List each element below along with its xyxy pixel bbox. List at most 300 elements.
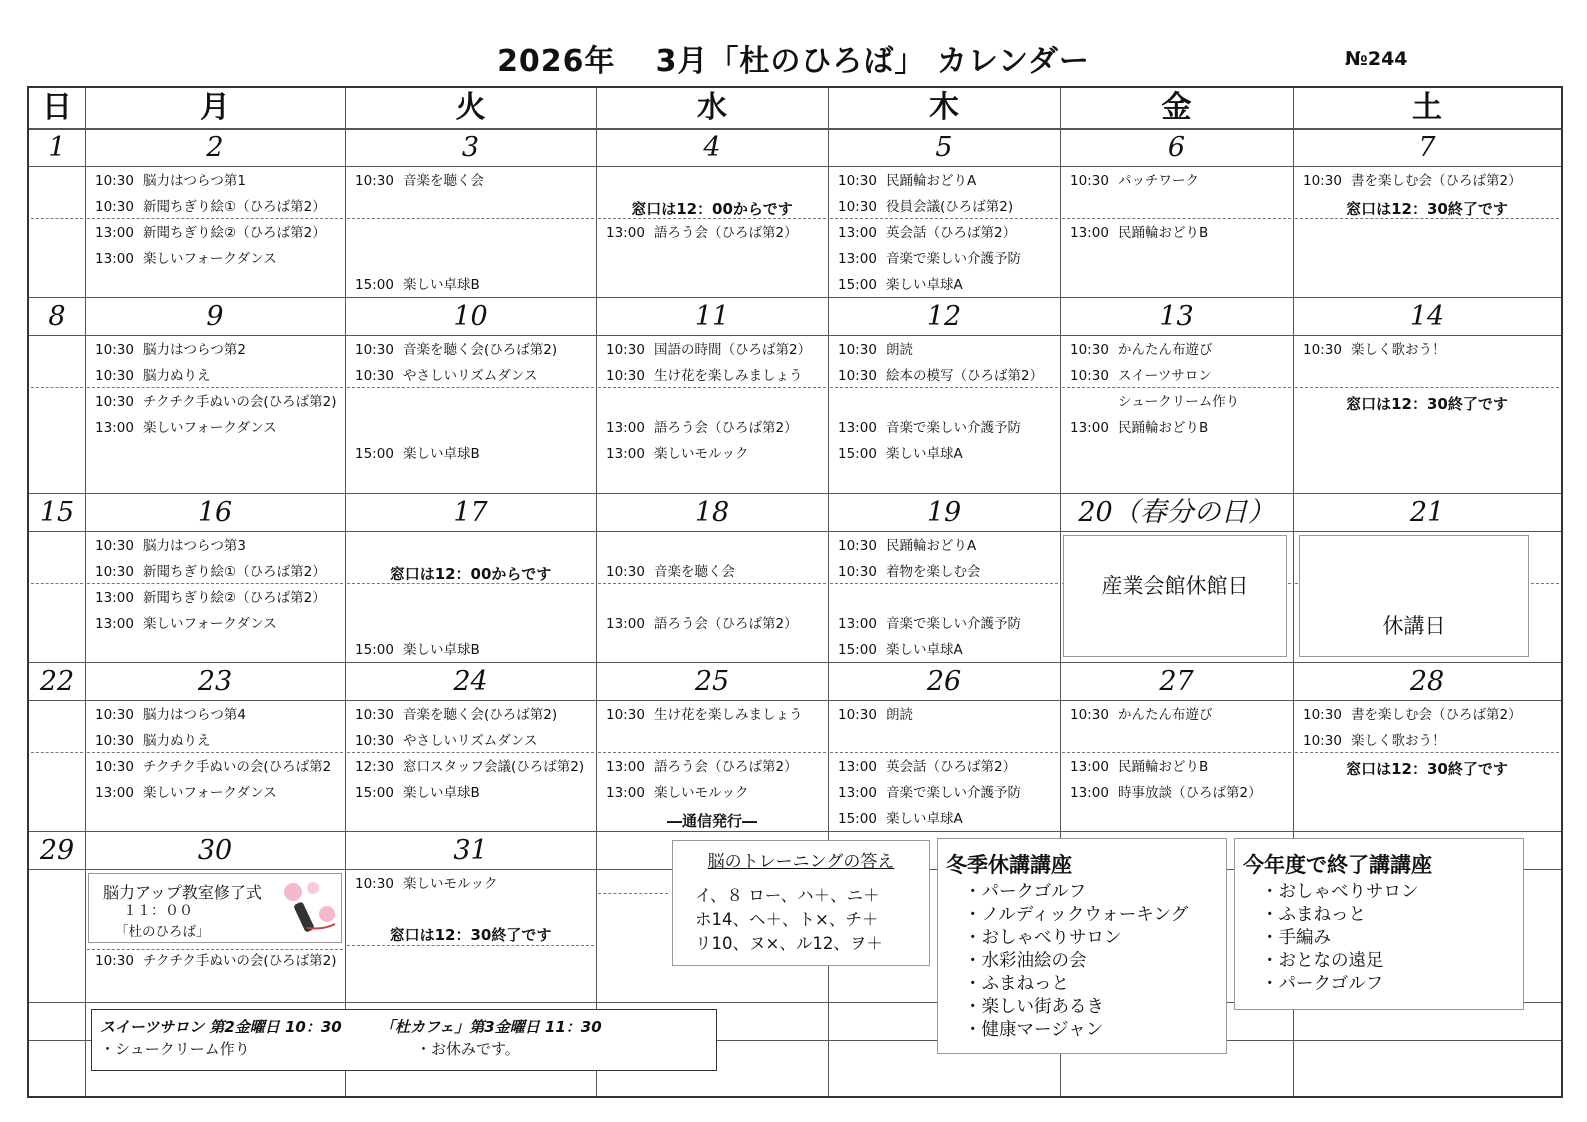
event-item xyxy=(838,707,913,723)
event-time: 13:00 xyxy=(838,616,877,632)
event-name: 民踊輪おどりB xyxy=(1118,420,1209,436)
issue-number: №244 xyxy=(1345,48,1408,70)
event-item xyxy=(838,173,976,189)
am-pm-divider xyxy=(1062,387,1291,388)
event-item xyxy=(95,616,277,632)
am-pm-divider xyxy=(31,752,83,753)
event-name: 語ろう会（ひろば第2） xyxy=(654,420,798,436)
brain-answer-line: リ10、ヌ×、ル12、ヲ＋ xyxy=(695,934,883,953)
event-time: 13:00 xyxy=(606,759,645,775)
event-time: 15:00 xyxy=(355,277,394,293)
event-time: 10:30 xyxy=(606,707,645,723)
event-time: 15:00 xyxy=(838,811,877,827)
event-time: 13:00 xyxy=(838,251,877,267)
event-time: 13:00 xyxy=(838,225,877,241)
event-name: 楽しい卓球A xyxy=(886,277,963,293)
event-item xyxy=(95,785,277,801)
date-row-divider xyxy=(29,335,1561,336)
event-name: 脳力ぬりえ xyxy=(143,733,211,749)
event-name: スイーツサロン xyxy=(1118,368,1212,384)
event-time: 10:30 xyxy=(838,564,877,580)
event-time: 13:00 xyxy=(606,225,645,241)
event-time: 10:30 xyxy=(95,342,134,358)
date-number: 17 xyxy=(453,497,488,528)
event-name: 楽しいフォークダンス xyxy=(143,616,277,632)
brain-answers-box xyxy=(672,840,930,966)
event-time: 15:00 xyxy=(355,642,394,658)
event-name: 音楽を聴く会 xyxy=(403,173,484,189)
event-name: 民踊輪おどりB xyxy=(1118,759,1209,775)
winter-break-item: ・水彩油絵の会 xyxy=(964,951,1087,971)
date-number: 4 xyxy=(703,132,721,163)
winter-break-item: ・おしゃべりサロン xyxy=(964,928,1122,948)
closed-label: 休講日 xyxy=(1382,614,1446,638)
notice-text: 窓口は12：30終了です xyxy=(1346,760,1508,778)
date-number: 31 xyxy=(453,835,488,866)
date-number: 15 xyxy=(39,497,75,528)
event-name: 脳力ぬりえ xyxy=(143,368,211,384)
event-name: 楽しい卓球B xyxy=(403,642,480,658)
date-number: 25 xyxy=(694,666,730,697)
event-name: 脳力はつらつ第3 xyxy=(143,538,246,554)
am-pm-divider xyxy=(347,218,594,219)
event-name: 楽しい卓球A xyxy=(886,642,963,658)
ending-course-item: ・おしゃべりサロン xyxy=(1261,882,1419,902)
event-item xyxy=(95,199,326,215)
event-time: 13:00 xyxy=(606,616,645,632)
event-item xyxy=(1070,368,1212,384)
event-time: 13:00 xyxy=(1070,225,1109,241)
weekday-header: 日 xyxy=(42,90,72,125)
event-item xyxy=(1303,173,1522,189)
event-time: 13:00 xyxy=(95,420,134,436)
event-time: 12:30 xyxy=(355,759,394,775)
event-name: 楽しいフォークダンス xyxy=(143,785,277,801)
event-item xyxy=(1303,342,1446,358)
ending-course-item: ・おとなの遠足 xyxy=(1261,951,1384,971)
event-item xyxy=(1070,785,1262,801)
event-name: かんたん布遊び xyxy=(1118,707,1213,723)
event-name: チクチク手ぬいの会(ひろば第2) xyxy=(143,394,337,410)
event-name: 新聞ちぎり絵②（ひろば第2） xyxy=(143,225,326,241)
ending-course-item: ・パークゴルフ xyxy=(1261,974,1384,994)
event-time: 13:00 xyxy=(1070,420,1109,436)
column-divider xyxy=(596,88,597,1096)
event-name: 音楽で楽しい介護予防 xyxy=(886,251,1021,267)
event-name: チクチク手ぬいの会(ひろば第2 xyxy=(143,759,332,775)
date-number: 23 xyxy=(197,666,233,697)
winter-break-item: ・健康マージャン xyxy=(964,1020,1104,1040)
event-name: 生け花を楽しみましょう xyxy=(654,707,803,723)
event-item xyxy=(838,811,963,827)
event-time: 10:30 xyxy=(95,173,134,189)
event-name: 着物を楽しむ会 xyxy=(886,564,981,580)
event-item xyxy=(606,225,798,241)
event-name: 楽しい卓球B xyxy=(403,785,480,801)
event-name: 書を楽しむ会（ひろば第2） xyxy=(1351,707,1522,723)
event-item xyxy=(355,368,537,384)
event-item xyxy=(95,953,337,969)
footer-cafe-title: 「杜カフェ」第3金曜日 11：30 xyxy=(380,1018,602,1036)
event-time: 10:30 xyxy=(95,759,134,775)
event-name: チクチク手ぬいの会(ひろば第2) xyxy=(143,953,337,969)
event-name: 楽しく歌おう！ xyxy=(1351,733,1446,749)
event-name: 絵本の模写（ひろば第2） xyxy=(886,368,1044,384)
event-time: 10:30 xyxy=(355,173,394,189)
brain-answers-title: 脳のトレーニングの答え xyxy=(707,852,895,872)
am-pm-divider xyxy=(1295,218,1559,219)
winter-break-panel xyxy=(937,838,1227,1054)
am-pm-divider xyxy=(31,583,83,584)
am-pm-divider xyxy=(87,949,343,950)
event-item xyxy=(606,420,798,436)
event-name: 生け花を楽しみましょう xyxy=(654,368,803,384)
footer-note-box xyxy=(91,1009,717,1071)
ending-course-item: ・手編み xyxy=(1261,928,1331,948)
event-name: 楽しいモルック xyxy=(654,785,749,801)
date-number: 13 xyxy=(1159,301,1194,332)
am-pm-divider xyxy=(1062,752,1291,753)
event-name: シュークリーム作り xyxy=(1118,394,1240,410)
event-item xyxy=(1070,173,1199,189)
event-name: 民踊輪おどりA xyxy=(886,538,977,554)
event-time: 10:30 xyxy=(1303,342,1342,358)
event-name: パッチワーク xyxy=(1118,173,1199,189)
event-name: 脳力はつらつ第2 xyxy=(143,342,246,358)
event-time: 15:00 xyxy=(838,642,877,658)
event-name: 新聞ちぎり絵②（ひろば第2） xyxy=(143,590,326,606)
ending-courses-title: 今年度で終了講講座 xyxy=(1243,853,1432,877)
notice-text: 窓口は12：30終了です xyxy=(389,926,552,944)
event-time: 10:30 xyxy=(95,733,134,749)
event-item xyxy=(355,277,480,293)
event-time: 10:30 xyxy=(838,707,877,723)
event-time: 10:30 xyxy=(355,733,394,749)
event-time: 10:30 xyxy=(1070,342,1109,358)
event-time: 10:30 xyxy=(95,368,134,384)
event-name: 書を楽しむ会（ひろば第2） xyxy=(1351,173,1522,189)
event-name: 語ろう会（ひろば第2） xyxy=(654,759,798,775)
event-time: 13:00 xyxy=(1070,759,1109,775)
event-time: 10:30 xyxy=(355,368,394,384)
event-name: 新聞ちぎり絵①（ひろば第2） xyxy=(143,199,326,215)
event-time: 10:30 xyxy=(838,538,877,554)
date-number: 14 xyxy=(1409,301,1445,332)
event-item xyxy=(606,446,749,462)
event-item xyxy=(95,342,246,358)
weekday-header: 木 xyxy=(929,90,959,125)
event-item xyxy=(838,785,1021,801)
event-name: 朗読 xyxy=(886,707,913,723)
ceremony-box xyxy=(88,873,342,943)
date-number: 30 xyxy=(197,835,233,866)
brain-answer-line: イ、８ ロー、ハ＋、ニ＋ xyxy=(695,886,880,905)
am-pm-divider xyxy=(347,387,594,388)
event-item xyxy=(95,394,337,410)
event-time: 10:30 xyxy=(606,564,645,580)
event-item xyxy=(95,733,211,749)
am-pm-divider xyxy=(598,893,668,894)
ceremony-title: 脳力アップ教室修了式 xyxy=(103,883,262,902)
event-time: 10:30 xyxy=(838,173,877,189)
event-item xyxy=(1070,420,1208,436)
ceremony-place: 「杜のひろば」 xyxy=(115,924,210,940)
event-time: 13:00 xyxy=(1070,785,1109,801)
weekday-header: 土 xyxy=(1412,90,1442,125)
am-pm-divider xyxy=(31,218,83,219)
event-item xyxy=(606,785,749,801)
title-year: 2026年 xyxy=(497,44,616,79)
am-pm-divider xyxy=(1062,218,1291,219)
event-name: 楽しい卓球A xyxy=(886,446,963,462)
event-item xyxy=(95,564,326,580)
event-time: 13:00 xyxy=(606,446,645,462)
event-item xyxy=(95,420,277,436)
notice-text: ―通信発行― xyxy=(666,812,757,830)
event-name: 民踊輪おどりB xyxy=(1118,225,1209,241)
event-name: 役員会議(ひろば第2) xyxy=(886,199,1014,215)
event-item xyxy=(355,446,480,462)
am-pm-divider xyxy=(31,387,83,388)
event-name: 音楽を聴く会 xyxy=(654,564,735,580)
event-item xyxy=(838,420,1021,436)
notice-text: 窓口は12：30終了です xyxy=(1346,200,1508,218)
event-name: 楽しいモルック xyxy=(654,446,749,462)
title-text: 3月「杜のひろば」 カレンダー xyxy=(655,44,1090,79)
event-item xyxy=(606,564,735,580)
weekday-header: 水 xyxy=(697,90,727,125)
event-time: 10:30 xyxy=(95,564,134,580)
event-item xyxy=(838,368,1043,384)
event-time: 13:00 xyxy=(95,225,134,241)
event-item xyxy=(355,642,480,658)
event-time: 13:00 xyxy=(838,759,877,775)
event-time: 10:30 xyxy=(1070,707,1109,723)
date-number: 1 xyxy=(48,132,66,163)
event-name: 脳力はつらつ第4 xyxy=(143,707,246,723)
event-time: 10:30 xyxy=(1303,707,1342,723)
event-time: 10:30 xyxy=(1070,173,1109,189)
am-pm-divider xyxy=(598,752,826,753)
event-name: かんたん布遊び xyxy=(1118,342,1213,358)
event-time: 10:30 xyxy=(1303,733,1342,749)
event-time: 10:30 xyxy=(1303,173,1342,189)
event-item xyxy=(95,538,246,554)
event-time: 13:00 xyxy=(95,785,134,801)
date-number: 9 xyxy=(206,301,224,332)
event-item xyxy=(355,173,484,189)
am-pm-divider xyxy=(1295,387,1559,388)
event-time: 10:30 xyxy=(95,394,134,410)
event-item xyxy=(95,173,246,189)
event-item xyxy=(355,707,557,723)
weekday-header: 火 xyxy=(455,90,486,125)
am-pm-divider xyxy=(598,583,826,584)
event-time: 10:30 xyxy=(95,707,134,723)
event-name: 語ろう会（ひろば第2） xyxy=(654,616,798,632)
event-item xyxy=(1070,759,1208,775)
event-time: 13:00 xyxy=(95,590,134,606)
event-item xyxy=(95,225,326,241)
event-time: 10:30 xyxy=(1070,368,1109,384)
winter-break-item: ・楽しい街あるき xyxy=(964,997,1104,1017)
event-time: 13:00 xyxy=(606,420,645,436)
am-pm-divider xyxy=(347,752,594,753)
am-pm-divider xyxy=(87,218,343,219)
closed-label: 産業会館休館日 xyxy=(1101,574,1249,598)
event-item xyxy=(95,590,326,606)
event-item xyxy=(838,342,913,358)
event-name: 新聞ちぎり絵①（ひろば第2） xyxy=(143,564,326,580)
event-item xyxy=(838,538,976,554)
event-item xyxy=(355,342,557,358)
event-time: 13:00 xyxy=(606,785,645,801)
am-pm-divider xyxy=(87,583,343,584)
am-pm-divider xyxy=(830,752,1058,753)
event-name: 窓口スタッフ会議(ひろば第2) xyxy=(403,759,585,775)
event-time: 10:30 xyxy=(838,368,877,384)
event-item xyxy=(1070,342,1213,358)
date-number: 12 xyxy=(926,301,962,332)
event-item xyxy=(606,616,798,632)
event-item xyxy=(1070,225,1208,241)
calendar-grid xyxy=(27,86,1563,1098)
am-pm-divider xyxy=(347,945,594,946)
event-name: 音楽で楽しい介護予防 xyxy=(886,420,1021,436)
event-item xyxy=(95,368,211,384)
date-number: 27 xyxy=(1159,666,1194,697)
notice-text: 窓口は12：30終了です xyxy=(1346,395,1508,413)
event-item xyxy=(355,876,498,892)
footer-sweets-item: ・シュークリーム作り xyxy=(100,1040,250,1058)
event-item xyxy=(838,251,1021,267)
event-name: 英会話（ひろば第2） xyxy=(886,225,1017,241)
event-item xyxy=(838,225,1016,241)
column-divider xyxy=(85,88,86,1096)
date-number: 16 xyxy=(197,497,233,528)
footer-cafe-item: ・お休みです。 xyxy=(416,1040,520,1058)
event-time: 10:30 xyxy=(355,876,394,892)
date-number: 7 xyxy=(1418,132,1436,163)
date-number: 20（春分の日） xyxy=(1078,497,1275,528)
am-pm-divider xyxy=(830,218,1058,219)
date-number: 11 xyxy=(694,301,730,332)
event-name: 音楽を聴く会(ひろば第2) xyxy=(403,707,558,723)
event-name: 音楽で楽しい介護予防 xyxy=(886,785,1021,801)
event-item xyxy=(1303,707,1522,723)
event-item xyxy=(95,759,331,775)
winter-break-item: ・ノルディックウォーキング xyxy=(964,905,1189,925)
date-number: 5 xyxy=(935,132,953,163)
date-row-divider xyxy=(29,700,1561,701)
event-name: 楽しいモルック xyxy=(403,876,498,892)
weekday-header: 月 xyxy=(200,90,230,125)
event-time: 13:00 xyxy=(95,251,134,267)
ending-courses-panel xyxy=(1234,838,1524,1010)
brain-answer-line: ホ14、ヘ＋、ト×、チ＋ xyxy=(695,910,879,929)
winter-break-title: 冬季休講講座 xyxy=(946,853,1072,877)
event-time: 13:00 xyxy=(838,420,877,436)
event-item xyxy=(1303,733,1446,749)
event-time: 15:00 xyxy=(355,785,394,801)
date-number: 28 xyxy=(1409,666,1445,697)
event-name: 楽しい卓球B xyxy=(403,277,480,293)
event-item xyxy=(606,342,811,358)
date-number: 22 xyxy=(39,666,75,697)
am-pm-divider xyxy=(598,218,826,219)
date-number: 19 xyxy=(926,497,962,528)
event-name: 楽しい卓球A xyxy=(886,811,963,827)
event-name: 国語の時間（ひろば第2） xyxy=(654,342,812,358)
event-name: 朗読 xyxy=(886,342,913,358)
am-pm-divider xyxy=(598,387,826,388)
event-time: 13:00 xyxy=(95,616,134,632)
date-number: 21 xyxy=(1409,497,1445,528)
event-item xyxy=(1070,707,1213,723)
event-item xyxy=(838,759,1016,775)
event-item xyxy=(838,199,1013,215)
event-item xyxy=(606,368,803,384)
event-item xyxy=(355,733,537,749)
event-item xyxy=(95,707,246,723)
closed-box-sat xyxy=(1299,535,1529,657)
winter-break-item: ・パークゴルフ xyxy=(964,882,1087,902)
event-time: 10:30 xyxy=(606,368,645,384)
date-number: 10 xyxy=(453,301,488,332)
event-time: 13:00 xyxy=(838,785,877,801)
event-item xyxy=(355,759,584,775)
date-row-divider xyxy=(29,166,1561,167)
event-name: 楽しい卓球B xyxy=(403,446,480,462)
event-time: 10:30 xyxy=(355,342,394,358)
am-pm-divider xyxy=(1295,752,1559,753)
notice-text: 窓口は12：00からです xyxy=(631,200,793,218)
am-pm-divider xyxy=(830,387,1058,388)
event-time: 10:30 xyxy=(355,707,394,723)
event-name: やさしいリズムダンス xyxy=(403,733,538,749)
date-number: 26 xyxy=(926,666,962,697)
event-name: 英会話（ひろば第2） xyxy=(886,759,1017,775)
event-name: 時事放談（ひろば第2） xyxy=(1118,785,1262,801)
event-time: 10:30 xyxy=(95,953,134,969)
event-name: 音楽で楽しい介護予防 xyxy=(886,616,1021,632)
event-name: 楽しく歌おう！ xyxy=(1351,342,1446,358)
date-number: 29 xyxy=(39,835,75,866)
event-time: 15:00 xyxy=(838,277,877,293)
date-number: 18 xyxy=(694,497,730,528)
event-item xyxy=(355,785,480,801)
event-name: 音楽を聴く会(ひろば第2) xyxy=(403,342,558,358)
event-name: 語ろう会（ひろば第2） xyxy=(654,225,798,241)
event-item xyxy=(95,251,277,267)
date-number: 6 xyxy=(1167,132,1186,163)
event-item xyxy=(1070,394,1239,410)
event-time: 15:00 xyxy=(355,446,394,462)
event-item xyxy=(606,707,803,723)
sakura-graduation-icon xyxy=(279,878,339,938)
event-item xyxy=(838,616,1021,632)
event-item xyxy=(838,642,963,658)
am-pm-divider xyxy=(830,583,1058,584)
date-number: 8 xyxy=(48,301,66,332)
am-pm-divider xyxy=(87,752,343,753)
event-time: 10:30 xyxy=(838,199,877,215)
ending-course-item: ・ふまねっと xyxy=(1261,905,1366,925)
date-number: 3 xyxy=(461,132,480,163)
event-item xyxy=(606,759,798,775)
event-item xyxy=(838,277,963,293)
weekday-header: 金 xyxy=(1161,90,1192,125)
